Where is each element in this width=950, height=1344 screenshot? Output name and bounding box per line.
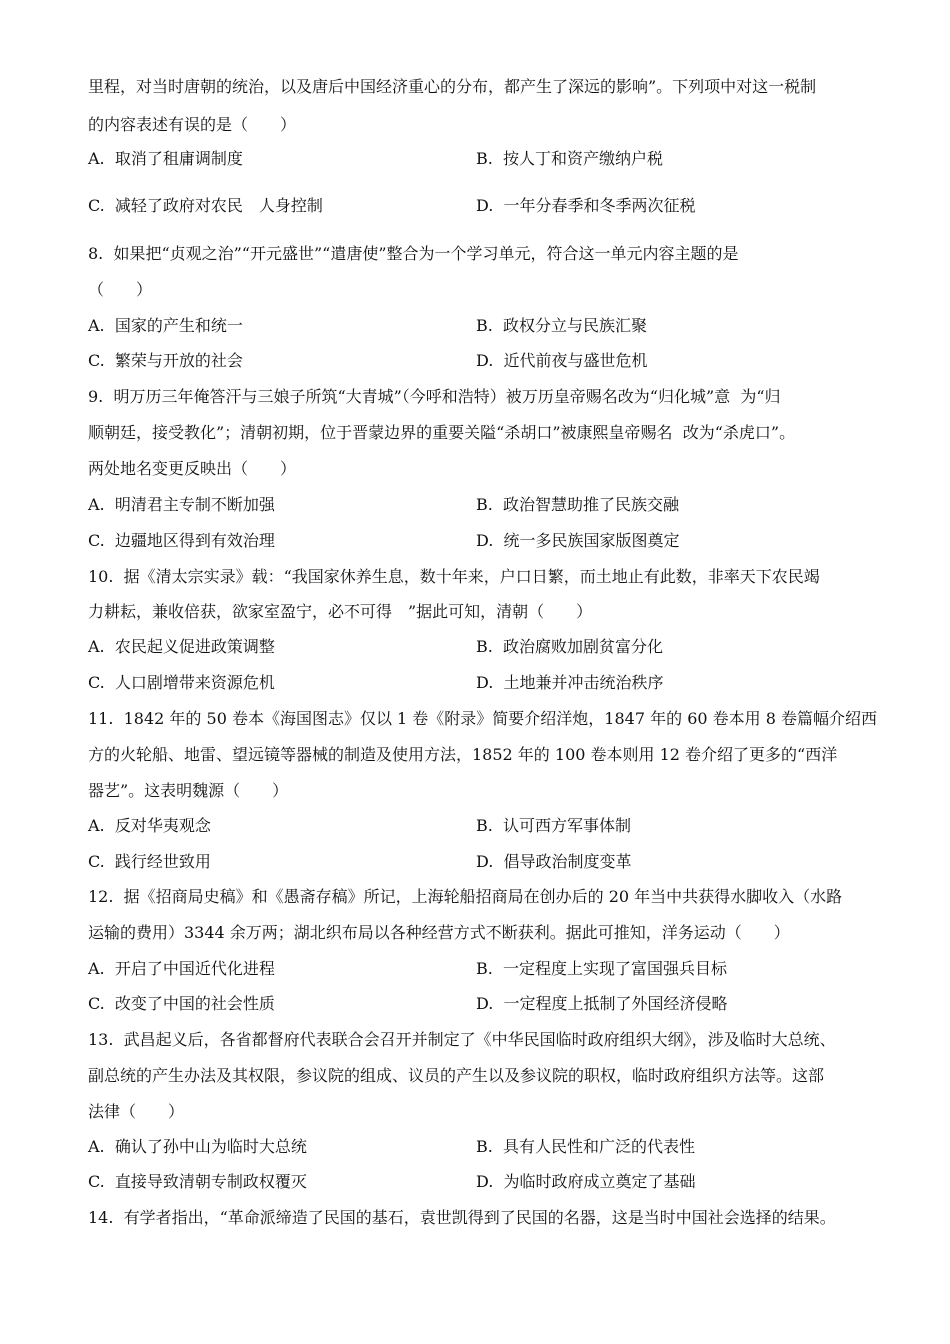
q13-option-c[interactable]: C. 直接导致清朝专制政权覆灭 (88, 1172, 307, 1191)
q10-option-b[interactable]: B. 政治腐败加剧贫富分化 (476, 637, 664, 656)
q9-option-d[interactable]: D. 统一多民族国家版图奠定 (476, 531, 680, 550)
q12-stem-line-2: 运输的费用）3344 余万两；湖北织布局以各种经营方式不断获利。据此可推知，洋务运动（ ） (88, 923, 790, 942)
q12-option-b[interactable]: B. 一定程度上实现了富国强兵目标 (476, 959, 728, 978)
q9-stem-line-2: 顺朝廷，接受教化”；清朝初期，位于晋蒙边界的重要关隘“杀胡口”被康熙皇帝赐名 改为“杀虎口”。 (88, 423, 796, 442)
q9-option-a[interactable]: A. 明清君主专制不断加强 (88, 495, 275, 514)
q13-stem-line-2: 副总统的产生办法及其权限，参议院的组成、议员的产生以及参议院的职权，临时政府组织方法等。这部 (88, 1066, 825, 1085)
q8-stem-line-1: 8. 如果把“贞观之治”“开元盛世”“遣唐使”整合为一个学习单元，符合这一单元内容主题的是 (88, 244, 739, 263)
q11-stem-line-1: 11. 1842 年的 50 卷本《海国图志》仅以 1 卷《附录》简要介绍洋炮，1847 年的 60 卷本用 8 卷篇幅介绍西 (88, 709, 877, 728)
q12-option-d[interactable]: D. 一定程度上抵制了外国经济侵略 (476, 994, 728, 1013)
q10-option-a[interactable]: A. 农民起义促进政策调整 (88, 637, 275, 656)
q7-stem-line-1: 里程，对当时唐朝的统治，以及唐后中国经济重心的分布，都产生了深远的影响”。下列项中对这一税制 (88, 77, 817, 96)
q11-option-b[interactable]: B. 认可西方军事体制 (476, 816, 632, 835)
q11-option-c[interactable]: C. 践行经世致用 (88, 852, 211, 871)
q10-option-c[interactable]: C. 人口剧增带来资源危机 (88, 673, 275, 692)
q12-option-c[interactable]: C. 改变了中国的社会性质 (88, 994, 275, 1013)
q14-stem-line-1: 14. 有学者指出，“革命派缔造了民国的基石，袁世凯得到了民国的名器，这是当时中国社会选择的结果。 (88, 1208, 836, 1227)
q8-stem-line-2: （ ） (88, 280, 153, 299)
q7-option-b[interactable]: B. 按人丁和资产缴纳户税 (476, 149, 664, 168)
q13-option-d[interactable]: D. 为临时政府成立奠定了基础 (476, 1172, 696, 1191)
q13-stem-line-1: 13. 武昌起义后，各省都督府代表联合会召开并制定了《中华民国临时政府组织大纲》，涉及临时大总统、 (88, 1030, 836, 1049)
q11-option-a[interactable]: A. 反对华夷观念 (88, 816, 211, 835)
q12-option-a[interactable]: A. 开启了中国近代化进程 (88, 959, 275, 978)
q8-option-a[interactable]: A. 国家的产生和统一 (88, 316, 243, 335)
q9-stem-line-3: 两处地名变更反映出（ ） (88, 459, 297, 478)
q7-option-a[interactable]: A. 取消了租庸调制度 (88, 149, 243, 168)
q10-stem-line-1: 10. 据《清太宗实录》载：“我国家休养生息，数十年来，户口日繁，而土地止有此数，非率天下农民竭 (88, 567, 820, 586)
q9-option-c[interactable]: C. 边疆地区得到有效治理 (88, 531, 275, 550)
q10-stem-line-2: 力耕耘，兼收倍获，欲家室盈宁，必不可得 ”据此可知，清朝（ ） (88, 602, 593, 621)
q7-option-c[interactable]: C. 减轻了政府对农民 人身控制 (88, 196, 323, 215)
q8-option-d[interactable]: D. 近代前夜与盛世危机 (476, 351, 648, 370)
q7-stem-line-2: 的内容表述有误的是（ ） (88, 115, 297, 134)
q10-option-d[interactable]: D. 土地兼并冲击统治秩序 (476, 673, 664, 692)
q13-option-a[interactable]: A. 确认了孙中山为临时大总统 (88, 1137, 307, 1156)
q7-option-d[interactable]: D. 一年分春季和冬季两次征税 (476, 196, 696, 215)
q11-option-d[interactable]: D. 倡导政治制度变革 (476, 852, 632, 871)
q8-option-c[interactable]: C. 繁荣与开放的社会 (88, 351, 243, 370)
q9-option-b[interactable]: B. 政治智慧助推了民族交融 (476, 495, 680, 514)
q9-stem-line-1: 9. 明万历三年俺答汗与三娘子所筑“大青城”（今呼和浩特）被万历皇帝赐名改为“归化城”意 为“归 (88, 387, 781, 406)
q13-option-b[interactable]: B. 具有人民性和广泛的代表性 (476, 1137, 696, 1156)
q13-stem-line-3: 法律（ ） (88, 1102, 185, 1121)
q12-stem-line-1: 12. 据《招商局史稿》和《愚斋存稿》所记，上海轮船招商局在创办后的 20 年当中共获得水脚收入（水路 (88, 887, 843, 906)
q11-stem-line-3: 器艺”。这表明魏源（ ） (88, 781, 289, 800)
q11-stem-line-2: 方的火轮船、地雷、望远镜等器械的制造及使用方法，1852 年的 100 卷本则用 12 卷介绍了更多的“西洋 (88, 745, 838, 764)
q8-option-b[interactable]: B. 政权分立与民族汇聚 (476, 316, 648, 335)
